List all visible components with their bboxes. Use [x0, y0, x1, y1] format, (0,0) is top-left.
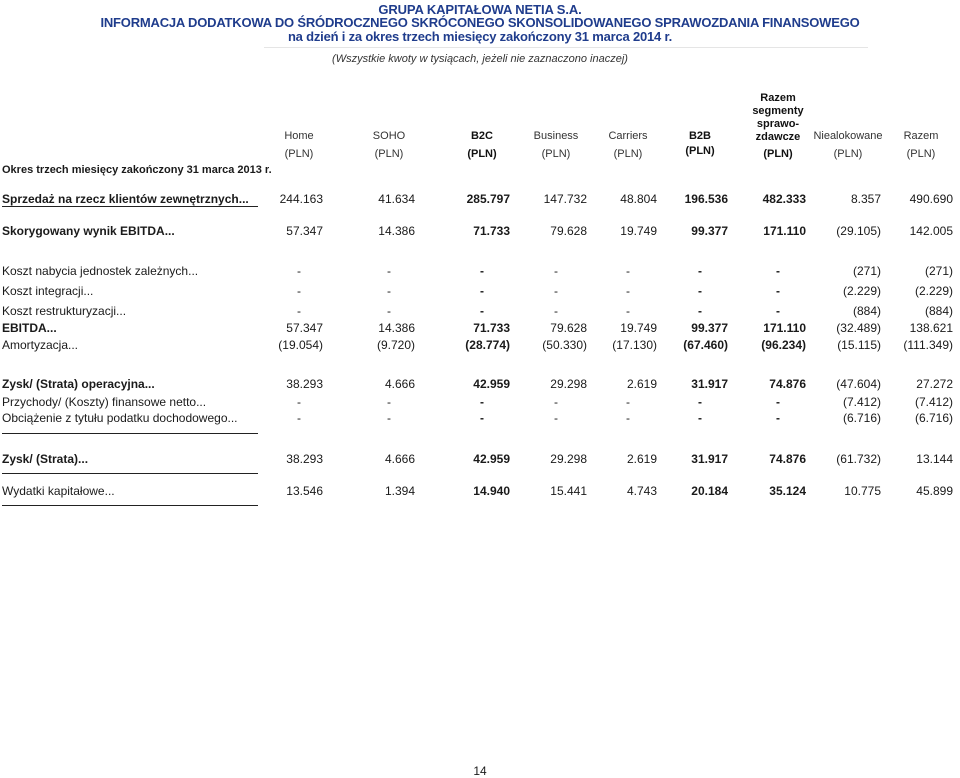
table-cell: 31.917: [691, 377, 728, 391]
table-cell: 171.110: [763, 321, 806, 335]
column-header-name: Niealokowane: [813, 130, 883, 142]
table-cell: 20.184: [691, 484, 728, 498]
row-label: Zysk/ (Strata) operacyjna...: [2, 377, 155, 391]
column-header-unit: (PLN): [467, 148, 497, 160]
table-cell: 138.621: [909, 321, 953, 335]
table-cell: (96.234): [761, 338, 806, 352]
table-cell: 74.876: [769, 452, 806, 466]
table-cell: (17.130): [612, 338, 657, 352]
table-cell: 14.386: [378, 224, 415, 238]
section-rule: [2, 433, 258, 434]
table-cell: 19.749: [620, 321, 657, 335]
table-cell: 285.797: [466, 192, 510, 206]
table-cell: -: [297, 264, 301, 278]
table-cell: 48.804: [620, 192, 657, 206]
section-rule: [2, 505, 258, 506]
document-title: INFORMACJA DODATKOWA DO ŚRÓDROCZNEGO SKRÓCONEGO SKONSOLIDOWANEGO SPRAWOZDANIA FINANSOWEGO: [100, 15, 860, 30]
table-cell: 482.333: [762, 192, 806, 206]
table-cell: 42.959: [473, 452, 510, 466]
table-cell: 29.298: [550, 452, 587, 466]
company-name: GRUPA KAPITAŁOWA NETIA S.A.: [378, 2, 582, 17]
table-cell: 29.298: [550, 377, 587, 391]
table-cell: -: [480, 411, 484, 425]
table-cell: -: [554, 264, 558, 278]
table-cell: (19.054): [278, 338, 323, 352]
column-header-name: B2C: [470, 130, 493, 142]
table-cell: 196.536: [684, 192, 728, 206]
table-cell: 57.347: [286, 224, 323, 238]
table-cell: 4.666: [384, 452, 415, 466]
table-cell: 2.619: [626, 452, 657, 466]
table-cell: (884): [924, 304, 953, 318]
row-label: Koszt integracji...: [2, 284, 94, 298]
column-header-name: Home: [284, 130, 314, 142]
table-cell: 4.666: [384, 377, 415, 391]
table-cell: -: [387, 395, 391, 409]
table-cell: -: [776, 395, 780, 409]
document-subtitle: na dzień i za okres trzech miesięcy zakończony 31 marca 2014 r.: [287, 29, 673, 44]
table-cell: 19.749: [620, 224, 657, 238]
table-cell: 244.163: [279, 192, 323, 206]
table-cell: -: [626, 411, 630, 425]
table-cell: 71.733: [473, 224, 510, 238]
table-cell: 41.634: [378, 192, 415, 206]
table-cell: 147.732: [543, 192, 587, 206]
table-cell: 490.690: [909, 192, 953, 206]
table-cell: -: [626, 284, 630, 298]
table-cell: (271): [924, 264, 953, 278]
table-cell: (29.105): [836, 224, 881, 238]
table-cell: 2.619: [626, 377, 657, 391]
table-cell: -: [626, 395, 630, 409]
table-cell: (9.720): [376, 338, 415, 352]
table-cell: 38.293: [286, 452, 323, 466]
column-header-name: Razem: [903, 130, 939, 142]
table-cell: 38.293: [286, 377, 323, 391]
table-cell: 45.899: [916, 484, 953, 498]
table-cell: -: [480, 264, 484, 278]
table-cell: -: [554, 395, 558, 409]
row-label: Koszt restrukturyzacji...: [2, 304, 127, 318]
row-label: Skorygowany wynik EBITDA...: [2, 224, 175, 238]
column-header-unit: (PLN): [284, 148, 314, 160]
table-cell: (271): [852, 264, 881, 278]
column-header-unit: (PLN): [685, 145, 715, 157]
table-cell: (6.716): [914, 411, 953, 425]
column-header-unit: (PLN): [374, 148, 404, 160]
table-cell: (7.412): [914, 395, 953, 409]
table-cell: -: [297, 304, 301, 318]
table-cell: (7.412): [842, 395, 881, 409]
table-cell: 31.917: [691, 452, 728, 466]
row-label: Obciążenie z tytułu podatku dochodowego...: [2, 411, 238, 425]
table-cell: -: [776, 304, 780, 318]
table-cell: -: [776, 411, 780, 425]
table-cell: (28.774): [465, 338, 510, 352]
table-cell: 142.005: [909, 224, 953, 238]
section-rule: [2, 473, 258, 474]
row-label: Przychody/ (Koszty) finansowe netto...: [2, 395, 207, 409]
table-cell: -: [480, 304, 484, 318]
table-cell: (67.460): [683, 338, 728, 352]
amounts-note: (Wszystkie kwoty w tysiącach, jeżeli nie zaznaczono inaczej): [332, 53, 628, 65]
table-cell: -: [297, 284, 301, 298]
column-header-name: Carriers: [608, 130, 648, 142]
table-cell: 27.272: [916, 377, 953, 391]
column-header-unit: (PLN): [541, 148, 571, 160]
table-cell: -: [554, 411, 558, 425]
table-cell: -: [776, 284, 780, 298]
table-cell: -: [626, 264, 630, 278]
period-label: Okres trzech miesięcy zakończony 31 marca 2013 r.: [2, 164, 272, 176]
table-cell: 79.628: [550, 224, 587, 238]
table-cell: 42.959: [473, 377, 510, 391]
row-label: Zysk/ (Strata)...: [2, 452, 89, 466]
table-cell: -: [554, 304, 558, 318]
row-label: Wydatki kapitałowe...: [2, 484, 115, 498]
table-cell: 4.743: [626, 484, 657, 498]
header-rule: [264, 47, 868, 48]
table-cell: -: [554, 284, 558, 298]
table-cell: 79.628: [550, 321, 587, 335]
row-label: Amortyzacja...: [2, 338, 79, 352]
column-header-unit: (PLN): [763, 148, 793, 160]
column-header-name: B2B: [688, 130, 711, 142]
row-label: Sprzedaż na rzecz klientów zewnętrznych...: [2, 192, 249, 206]
table-cell: (50.330): [542, 338, 587, 352]
table-cell: 10.775: [844, 484, 881, 498]
row-label: EBITDA...: [2, 321, 57, 335]
column-header-unit: (PLN): [906, 148, 936, 160]
page-number: 14: [473, 764, 487, 778]
table-cell: (111.349): [903, 338, 953, 352]
table-cell: 171.110: [763, 224, 806, 238]
column-header-name: Razem segmenty sprawo- zdawcze: [752, 92, 804, 143]
column-header-unit: (PLN): [833, 148, 863, 160]
table-cell: 35.124: [769, 484, 806, 498]
table-cell: 57.347: [286, 321, 323, 335]
column-header-name: SOHO: [372, 130, 406, 142]
table-cell: -: [698, 304, 702, 318]
table-cell: (6.716): [842, 411, 881, 425]
table-cell: 13.144: [916, 452, 953, 466]
table-cell: (32.489): [836, 321, 881, 335]
table-cell: -: [698, 264, 702, 278]
table-cell: (47.604): [836, 377, 881, 391]
table-cell: (61.732): [836, 452, 881, 466]
table-cell: -: [387, 411, 391, 425]
table-cell: -: [698, 395, 702, 409]
table-cell: -: [698, 411, 702, 425]
row-label: Koszt nabycia jednostek zależnych...: [2, 264, 199, 278]
table-cell: (2.229): [842, 284, 881, 298]
table-cell: 99.377: [691, 321, 728, 335]
table-cell: -: [387, 304, 391, 318]
column-header-unit: (PLN): [613, 148, 643, 160]
table-cell: 15.441: [550, 484, 587, 498]
table-cell: -: [776, 264, 780, 278]
table-cell: -: [698, 284, 702, 298]
table-cell: 14.386: [378, 321, 415, 335]
column-header-name: Business: [533, 130, 579, 142]
table-cell: 8.357: [850, 192, 881, 206]
table-cell: (2.229): [914, 284, 953, 298]
table-cell: -: [387, 264, 391, 278]
table-cell: 14.940: [473, 484, 510, 498]
table-cell: -: [387, 284, 391, 298]
table-cell: 99.377: [691, 224, 728, 238]
table-cell: -: [626, 304, 630, 318]
table-cell: -: [297, 411, 301, 425]
table-cell: -: [480, 284, 484, 298]
table-cell: 74.876: [769, 377, 806, 391]
table-cell: (884): [852, 304, 881, 318]
table-cell: 13.546: [286, 484, 323, 498]
table-cell: 1.394: [384, 484, 415, 498]
section-rule: [2, 206, 258, 207]
table-cell: (15.115): [837, 338, 881, 352]
table-cell: -: [480, 395, 484, 409]
table-cell: -: [297, 395, 301, 409]
table-cell: 71.733: [473, 321, 510, 335]
